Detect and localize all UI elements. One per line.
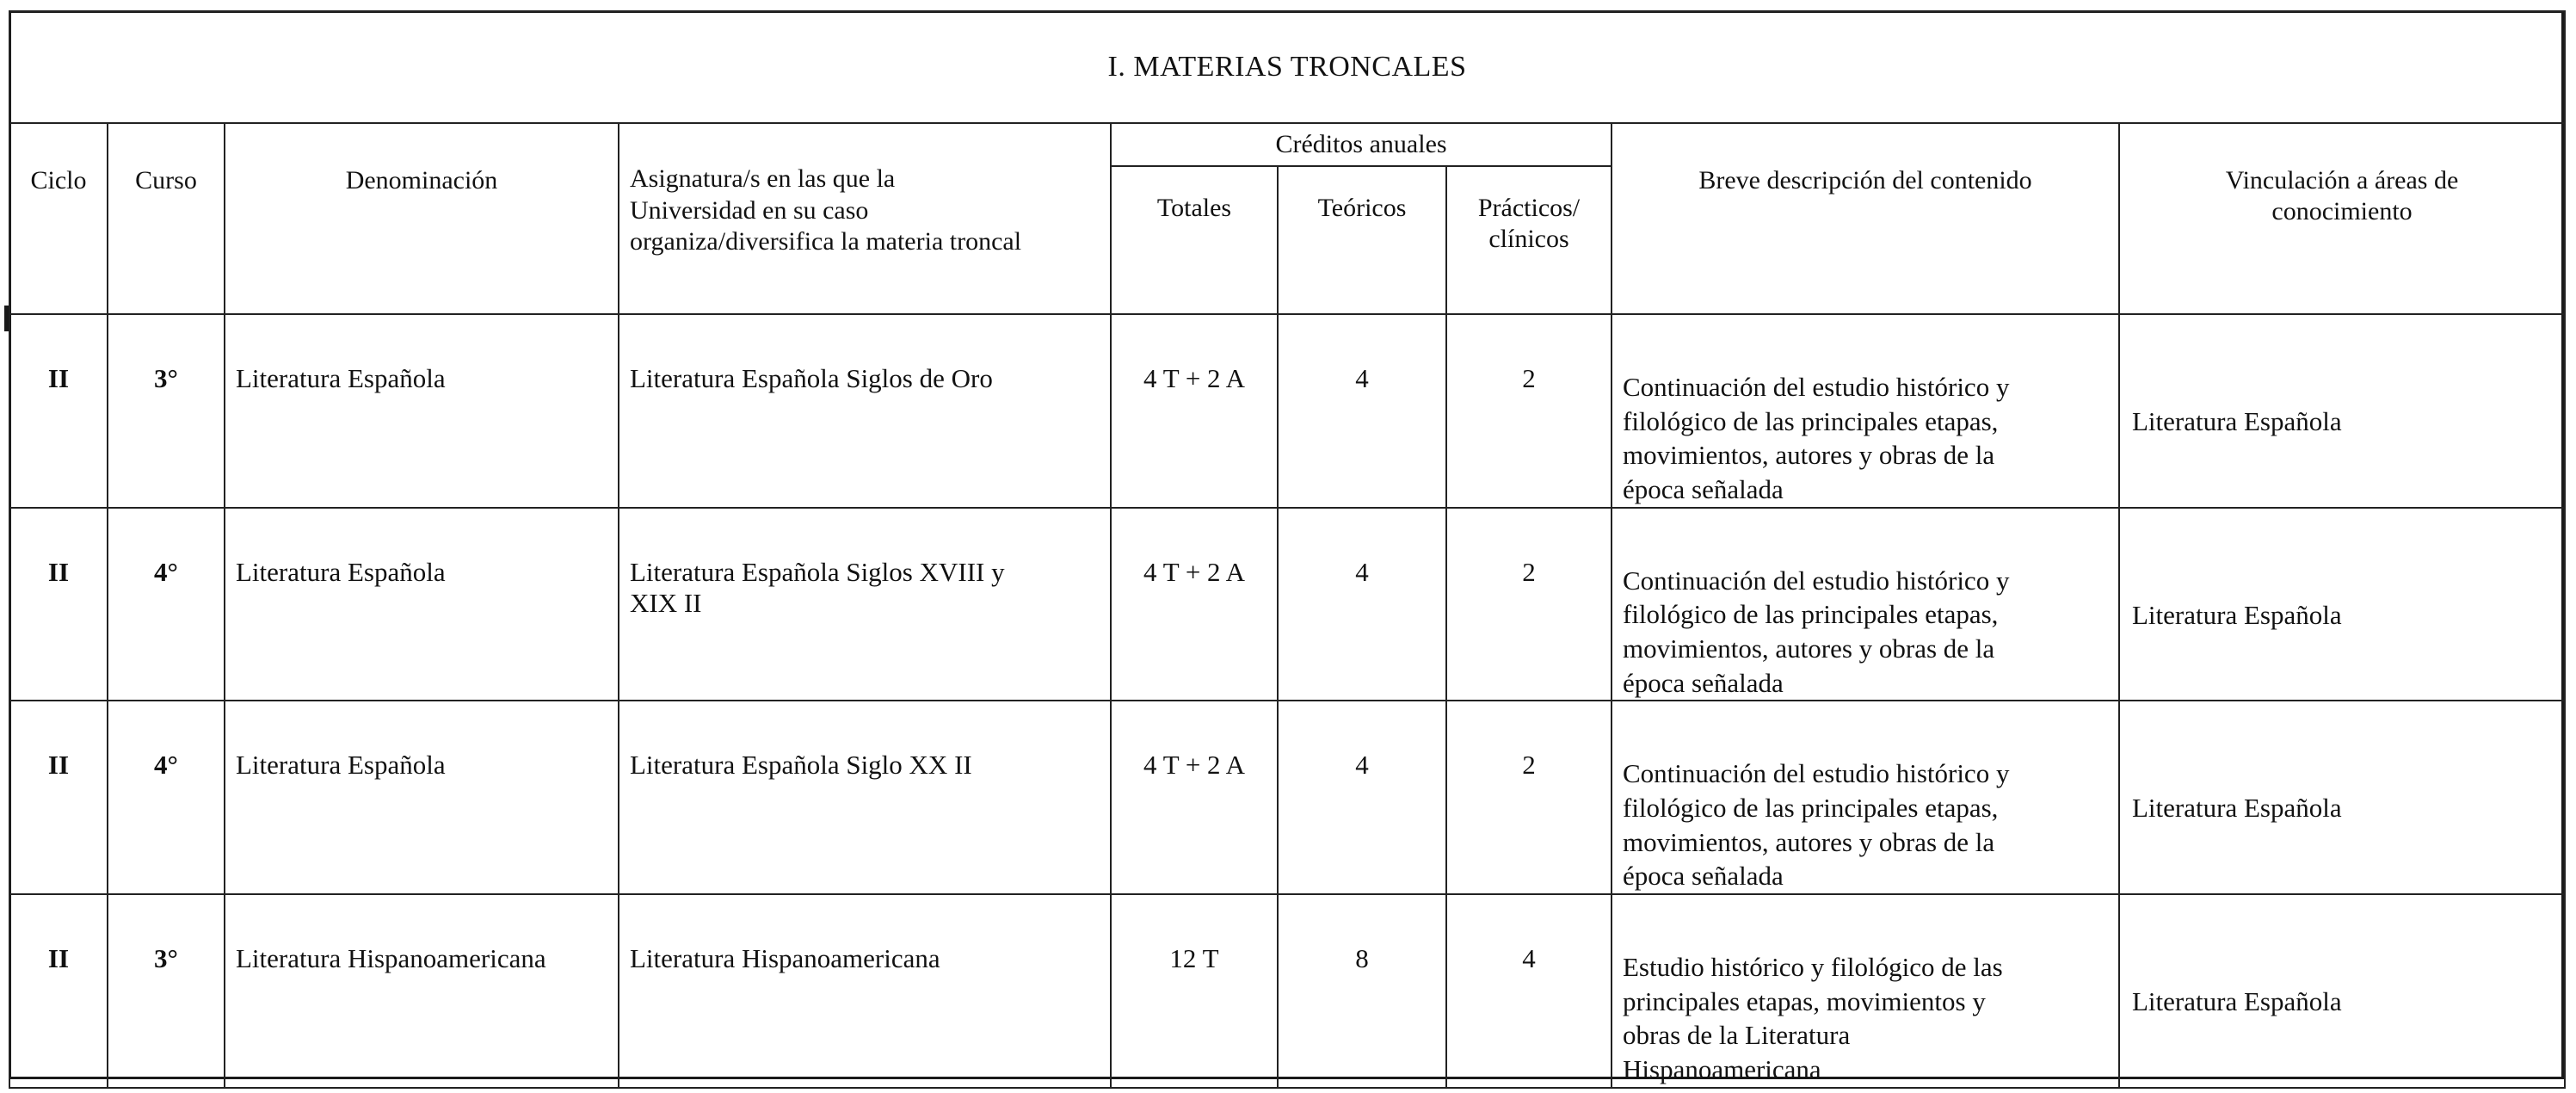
cell-area: Literatura Española — [2119, 314, 2565, 508]
header-ciclo: Ciclo — [9, 123, 108, 314]
cell-denominacion: Literatura Española — [225, 701, 619, 894]
cell-denominacion: Literatura Hispanoamericana — [225, 894, 619, 1088]
header-denominacion: Denominación — [225, 123, 619, 314]
desc-line: movimientos, autores y obras de la — [1623, 826, 1995, 857]
header-asignatura-line2: Universidad en su caso — [630, 195, 869, 225]
header-practicos-line1: Prácticos/ — [1477, 194, 1581, 222]
cell-practicos: 2 — [1446, 508, 1612, 701]
desc-line: época señalada — [1623, 474, 1784, 505]
table-row — [9, 894, 2565, 1088]
cell-area: Literatura Española — [2119, 894, 2565, 1088]
header-totales: Totales — [1111, 166, 1278, 314]
cell-asignatura-line1: Literatura Española Siglo XX II — [630, 750, 972, 781]
cell-totales: 4 T + 2 A — [1111, 508, 1278, 701]
cell-area: Literatura Española — [2119, 508, 2565, 701]
cell-teoricos: 4 — [1278, 508, 1446, 701]
cell-teoricos: 4 — [1278, 314, 1446, 508]
cell-asignatura-line1: Literatura Española Siglos de Oro — [630, 363, 993, 393]
header-asignatura — [619, 123, 1111, 314]
desc-line: filológico de las principales etapas, — [1623, 405, 1999, 436]
desc-line: principales etapas, movimientos y — [1623, 985, 1986, 1016]
cell-asignatura-line2: XIX II — [630, 587, 702, 618]
header-descripcion: Breve descripción del contenido — [1612, 123, 2119, 314]
title-row — [9, 11, 2565, 123]
cell-teoricos: 8 — [1278, 894, 1446, 1088]
cell-ciclo: II — [9, 894, 108, 1088]
desc-line: época señalada — [1623, 667, 1784, 698]
cell-descripcion — [1612, 701, 2119, 894]
desc-line: Continuación del estudio histórico y — [1623, 565, 2010, 596]
cell-asignatura — [619, 314, 1111, 508]
table-row — [9, 508, 2565, 701]
cell-asignatura-line1: Literatura Hispanoamericana — [630, 943, 940, 974]
cell-practicos: 4 — [1446, 894, 1612, 1088]
cell-descripcion — [1612, 508, 2119, 701]
header-teoricos: Teóricos — [1278, 166, 1446, 314]
cell-totales: 4 T + 2 A — [1111, 314, 1278, 508]
table-title: I. MATERIAS TRONCALES — [9, 11, 2565, 123]
table-row — [9, 314, 2565, 508]
header-row-1 — [9, 123, 2565, 166]
cell-totales: 4 T + 2 A — [1111, 701, 1278, 894]
cell-ciclo: II — [9, 508, 108, 701]
desc-line: movimientos, autores y obras de la — [1623, 633, 1995, 664]
cell-descripcion — [1612, 894, 2119, 1088]
cell-totales: 12 T — [1111, 894, 1278, 1088]
desc-line: movimientos, autores y obras de la — [1623, 440, 1995, 471]
cell-descripcion — [1612, 314, 2119, 508]
cell-curso: 3° — [108, 894, 225, 1088]
cell-denominacion: Literatura Española — [225, 508, 619, 701]
desc-line: Continuación del estudio histórico y — [1623, 758, 2010, 789]
cell-asignatura — [619, 701, 1111, 894]
header-vinculacion-line2: conocimiento — [2271, 197, 2413, 225]
header-practicos — [1446, 166, 1612, 314]
header-asignatura-line3: organiza/diversifica la materia troncal — [630, 227, 1022, 256]
cell-ciclo: II — [9, 314, 108, 508]
cell-denominacion: Literatura Española — [225, 314, 619, 508]
cell-area: Literatura Española — [2119, 701, 2565, 894]
desc-line: filológico de las principales etapas, — [1623, 793, 1999, 824]
desc-line: filológico de las principales etapas, — [1623, 599, 1999, 630]
header-creditos-anuales: Créditos anuales — [1111, 123, 1612, 166]
cell-ciclo: II — [9, 701, 108, 894]
cell-curso: 3° — [108, 314, 225, 508]
header-vinculacion-line1: Vinculación a áreas de — [2225, 166, 2459, 195]
cell-asignatura — [619, 894, 1111, 1088]
cell-teoricos: 4 — [1278, 701, 1446, 894]
cell-practicos: 2 — [1446, 314, 1612, 508]
desc-line: Hispanoamericana — [1623, 1054, 1821, 1085]
header-curso: Curso — [108, 123, 225, 314]
cell-curso: 4° — [108, 508, 225, 701]
header-asignatura-line1: Asignatura/s en las que la — [630, 164, 896, 193]
desc-line: Estudio histórico y filológico de las — [1623, 952, 2003, 983]
header-practicos-line2: clínicos — [1488, 225, 1569, 253]
cell-practicos: 2 — [1446, 701, 1612, 894]
cell-asignatura-line1: Literatura Española Siglos XVIII y — [630, 556, 1005, 587]
cell-asignatura — [619, 508, 1111, 701]
desc-line: época señalada — [1623, 861, 1784, 892]
desc-line: obras de la Literatura — [1623, 1020, 1851, 1051]
desc-line: Continuación del estudio histórico y — [1623, 372, 2010, 402]
cell-curso: 4° — [108, 701, 225, 894]
materias-troncales-table — [9, 10, 2566, 1089]
header-vinculacion — [2119, 123, 2565, 314]
table-row — [9, 701, 2565, 894]
